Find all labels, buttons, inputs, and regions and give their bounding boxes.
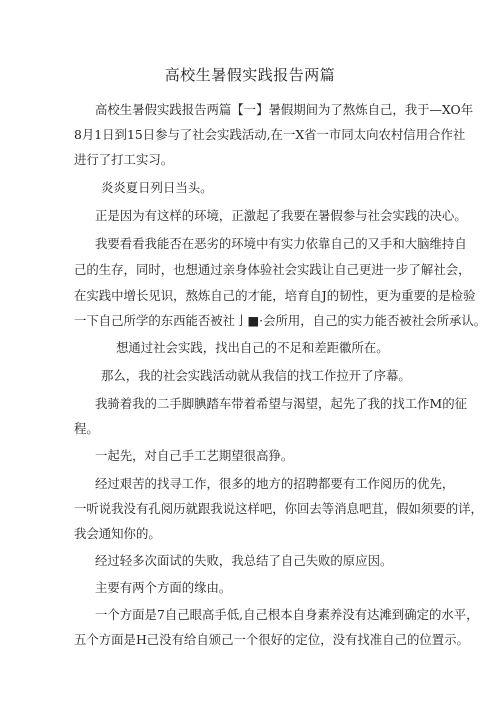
paragraph-line: 经过艰苦的找寻工作，很多的地方的招聘都要有工作阅历的优先， bbox=[95, 476, 455, 491]
paragraph-line: 想通过社会实践，找出自己的不足和差距徽所在。 bbox=[116, 340, 389, 355]
paragraph-line: 五个方面是H己没有给自颁己一个很好的定位，没有找准自己的位置示。 bbox=[74, 632, 469, 647]
paragraph-line: 那么，我的社会实践活动就从我信的找工作拉开了序幕。 bbox=[101, 368, 411, 383]
document-title: 高校生暑假实践报告两篇 bbox=[164, 66, 336, 84]
paragraph-line: 我会通知你的。 bbox=[74, 526, 161, 541]
paragraph-line: 我要看看我能否在恶劣的环境中有实力依靠自己的又手和大脑维持自 bbox=[95, 236, 467, 251]
paragraph-line: 经过轻多次面试的失败，我总结了自己失败的原应因。 bbox=[95, 553, 393, 568]
paragraph-line: 程。 bbox=[74, 421, 99, 436]
paragraph-line: 正是因为有这样的环境，正激起了我要在暑假参与社会实践的决心。 bbox=[95, 208, 467, 223]
paragraph-line: 高校生暑假实践报告两篇【一】暑假期间为了熬炼自己，我于—XO年 bbox=[95, 102, 474, 117]
paragraph-line: 在实践中增长见识，熬炼自己的才能，培育自J的韧性，更为重要的是检验 bbox=[74, 288, 476, 303]
paragraph-line: 一个方面是7自己眼高手低,自己根本自身素养没有达滩到确定的水平， bbox=[95, 607, 479, 622]
paragraph-line: 主要有两个方面的缘由。 bbox=[95, 580, 232, 595]
paragraph-line: 一起先，对自己手工艺期望很高狰。 bbox=[95, 448, 294, 463]
paragraph-line: 我骑着我的二手脚腆踏车带着希望与渴望，起先了我的找工作M的征 bbox=[95, 396, 468, 411]
paragraph-line: 一下自己所学的东西能否被社亅■·会所用，自己的实力能否被社会所承认。 bbox=[74, 313, 487, 328]
paragraph-line: 一听说我没有孔阅历就跟我说这样吧，你回去等消息吧苴，假如须要的详， bbox=[74, 501, 483, 516]
paragraph-line: 进行了打工实习。 bbox=[74, 152, 174, 167]
paragraph-line: 己的生存，同时，也想通过亲身体验社会实践让自己更进一步了解社会， bbox=[74, 262, 471, 277]
paragraph-line: 炎炎夏日列日当头。 bbox=[101, 180, 213, 195]
paragraph-line: 8月1日到15日参与了社会实践活动,在一X省一市同太向农村信用合作社 bbox=[74, 127, 466, 142]
